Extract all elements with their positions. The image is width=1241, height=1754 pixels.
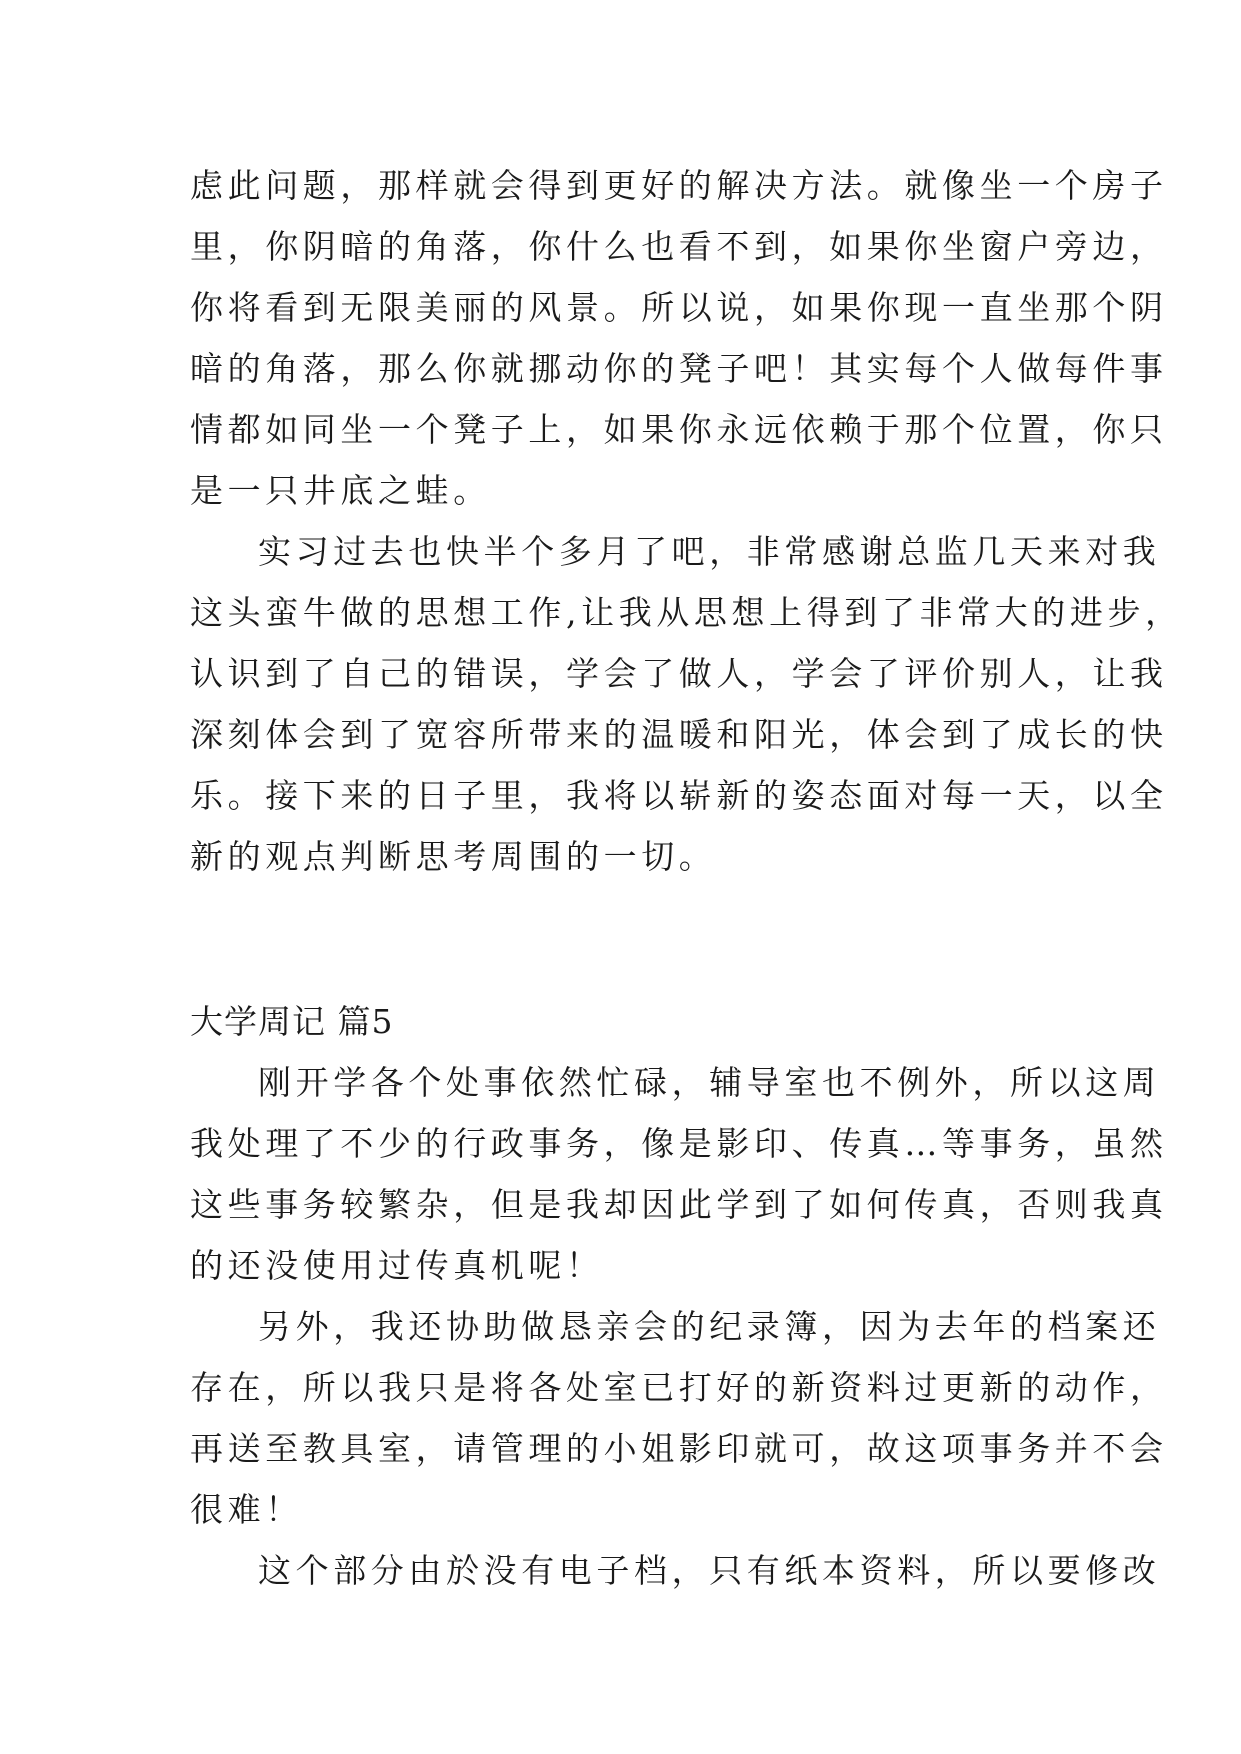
paragraph-line: 这些事务较繁杂，但是我却因此学到了如何传真，否则我真 (190, 1185, 1168, 1224)
paragraph-line: 虑此问题，那样就会得到更好的解决方法。就像坐一个房子 (190, 166, 1168, 205)
paragraph-line: 暗的角落，那么你就挪动你的凳子吧！其实每个人做每件事 (190, 349, 1168, 388)
paragraph-line: 实习过去也快半个多月了吧，非常感谢总监几天来对我 (258, 532, 1161, 571)
paragraph-line: 很难！ (190, 1490, 303, 1529)
paragraph-line: 深刻体会到了宽容所带来的温暖和阳光，体会到了成长的快 (190, 715, 1168, 754)
section-heading: 大学周记 篇5 (190, 1002, 394, 1041)
paragraph-line: 这头蛮牛做的思想工作,让我从思想上得到了非常大的进步， (190, 593, 1183, 632)
paragraph-line: 乐。接下来的日子里，我将以崭新的姿态面对每一天，以全 (190, 776, 1168, 815)
paragraph-line: 另外，我还协助做恳亲会的纪录簿，因为去年的档案还 (258, 1307, 1161, 1346)
paragraph-line: 新的观点判断思考周围的一切。 (190, 837, 717, 876)
paragraph-line: 的还没使用过传真机呢！ (190, 1246, 604, 1285)
paragraph-line: 我处理了不少的行政事务，像是影印、传真…等事务，虽然 (190, 1124, 1168, 1163)
paragraph-line: 是一只井底之蛙。 (190, 471, 491, 510)
paragraph-line: 情都如同坐一个凳子上，如果你永远依赖于那个位置，你只 (190, 410, 1168, 449)
paragraph-line: 你将看到无限美丽的风景。所以说，如果你现一直坐那个阴 (190, 288, 1168, 327)
paragraph-line: 这个部分由於没有电子档，只有纸本资料，所以要修改 (258, 1551, 1161, 1590)
paragraph-line: 再送至教具室，请管理的小姐影印就可，故这项事务并不会 (190, 1429, 1168, 1468)
paragraph-line: 认识到了自己的错误，学会了做人，学会了评价别人，让我 (190, 654, 1168, 693)
paragraph-line: 存在，所以我只是将各处室已打好的新资料过更新的动作， (190, 1368, 1168, 1407)
paragraph-line: 刚开学各个处事依然忙碌，辅导室也不例外，所以这周 (258, 1063, 1161, 1102)
paragraph-line: 里，你阴暗的角落，你什么也看不到，如果你坐窗户旁边， (190, 227, 1168, 266)
